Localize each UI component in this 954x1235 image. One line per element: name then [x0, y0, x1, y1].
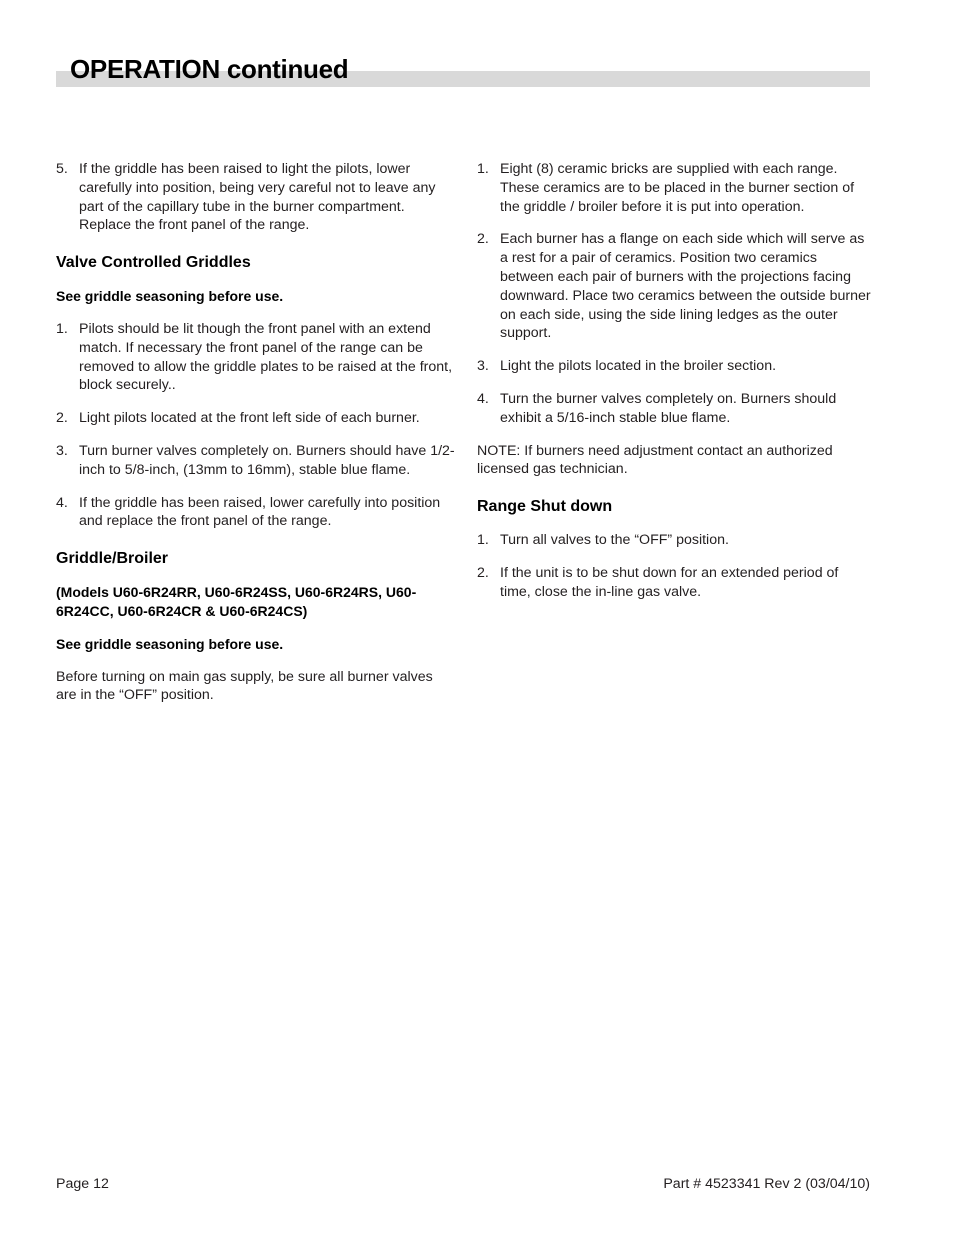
page-number: Page 12: [56, 1176, 109, 1192]
item-number: 2.: [477, 564, 489, 581]
list-item: [56, 442, 456, 480]
item-number: 1.: [477, 532, 489, 549]
item-text: If the unit is to be shut down for an extended period of time, close the in-line gas valve.: [500, 564, 839, 600]
seasoning-note: See griddle seasoning before use.: [56, 635, 284, 652]
list-item: [477, 564, 872, 602]
seasoning-note: See griddle seasoning before use.: [56, 288, 284, 305]
left-column: [56, 160, 456, 719]
list-item: [477, 357, 872, 376]
item-text: Turn all valves to the “OFF” position.: [500, 532, 729, 549]
item-text: Light pilots located at the front left side of each burner.: [79, 410, 420, 427]
list-item: [56, 160, 456, 235]
section-heading-valve-controlled: Valve Controlled Griddles: [56, 254, 251, 272]
part-number: Part # 4523341 Rev 2 (03/04/10): [663, 1176, 870, 1192]
item-text: Pilots should be lit though the front panel with an extend match. If necessary the front panel of the range can be removed to allow the griddle plates to be raised at the front, block securely..: [79, 320, 453, 394]
page-title: OPERATION continued: [70, 54, 349, 84]
list-item: [56, 320, 456, 395]
right-column: [477, 160, 872, 616]
item-number: 4.: [477, 390, 489, 407]
models-note: (Models U60-6R24RR, U60-6R24SS, U60-6R24RS, U60-6R24CC, U60-6R24CR & U60-6R24CS): [56, 584, 417, 619]
item-text: Turn burner valves completely on. Burners should have 1/2-inch to 5/8-inch, (13mm to 16mm), stable blue flame.: [79, 442, 455, 478]
adjustment-note: NOTE: If burners need adjustment contact an authorized licensed gas technician.: [477, 442, 833, 478]
item-number: 1.: [56, 320, 68, 337]
paragraph: Before turning on main gas supply, be sure all burner valves are in the “OFF” position.: [56, 668, 433, 704]
item-number: 5.: [56, 161, 68, 177]
list-item: [477, 160, 872, 216]
list-item: [477, 230, 872, 343]
item-text: If the griddle has been raised to light the pilots, lower carefully into position, being very careful not to leave any part of the capillary tube in the burner compartment. Replace the front panel of the range.: [79, 161, 436, 234]
item-number: 3.: [477, 358, 489, 375]
item-text: Turn the burner valves completely on. Burners should exhibit a 5/16-inch stable blue flame.: [500, 390, 837, 426]
item-number: 1.: [477, 161, 489, 177]
item-number: 2.: [56, 410, 68, 427]
item-text: Each burner has a flange on each side which will serve as a rest for a pair of ceramics. Position two ceramics between each pair of burners with the projections facing downward. Place two ceramics between the outside burner on each side, using the side lining ledges as the outer support.: [500, 231, 871, 342]
item-text: Light the pilots located in the broiler section.: [500, 358, 777, 375]
item-number: 3.: [56, 442, 68, 459]
item-number: 4.: [56, 494, 68, 511]
list-item: [477, 390, 872, 428]
list-item: [56, 494, 456, 532]
section-heading-griddle-broiler: Griddle/Broiler: [56, 550, 169, 568]
item-text: Eight (8) ceramic bricks are supplied with each range. These ceramics are to be placed in the burner section of the griddle / broiler before it is put into operation.: [500, 161, 855, 215]
section-heading-range-shut-down: Range Shut down: [477, 498, 613, 516]
list-item: [56, 409, 456, 428]
list-item: [477, 531, 872, 550]
item-number: 2.: [477, 231, 489, 248]
item-text: If the griddle has been raised, lower carefully into position and replace the front panel of the range.: [79, 494, 441, 530]
